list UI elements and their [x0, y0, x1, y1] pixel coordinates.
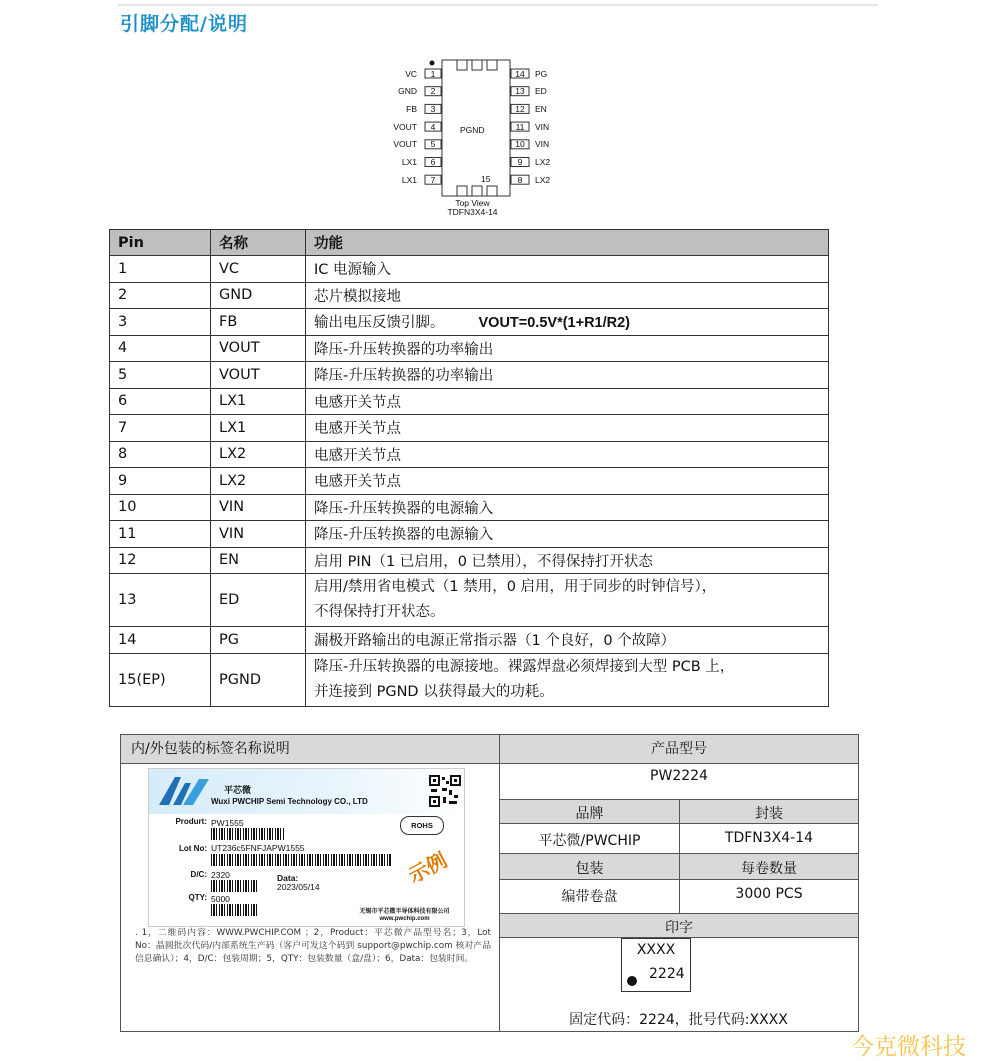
- table-row: [110, 627, 829, 654]
- pkg-title: 封装: [679, 799, 858, 823]
- table-header-row: [110, 230, 829, 256]
- marking-box: [621, 938, 691, 992]
- function-text: 启用 PIN（1 已启用，0 已禁用），不得保持打开状态: [314, 553, 653, 570]
- pin-label-right: LX2: [535, 174, 551, 185]
- cell-name: GND: [211, 282, 306, 309]
- pinout-package-label: TDFN3X4-14: [447, 207, 498, 217]
- table-row: [110, 547, 829, 574]
- qty-barcode: [211, 904, 259, 916]
- table-row: [110, 521, 829, 548]
- function-text: 输出电压反馈引脚。: [314, 315, 445, 332]
- formula-text: VOUT=0.5V*(1+R1/R2): [478, 315, 631, 332]
- dc-barcode: [211, 880, 259, 892]
- card-company: [347, 909, 462, 923]
- label-sample-card: [148, 768, 465, 927]
- pin-number-left: 7: [430, 174, 436, 185]
- pin-label-right: VIN: [535, 121, 550, 132]
- table-row: [110, 441, 829, 468]
- function-text: IC 电源输入: [314, 262, 392, 279]
- model-value: PW2224: [499, 763, 858, 799]
- cell-function: [306, 335, 829, 362]
- pinout-diagram: [385, 58, 560, 220]
- function-text: 启用/禁用省电模式（1 禁用，0 启用，用于同步的时钟信号），: [314, 579, 717, 595]
- cell-function: [306, 282, 829, 309]
- card-product-label: Produrt:: [175, 817, 207, 826]
- header-name: 名称: [211, 230, 306, 256]
- cell-name: VOUT: [211, 335, 306, 362]
- card-date-value: 2023/05/14: [277, 882, 320, 892]
- cell-function: [306, 494, 829, 521]
- pin-label-left: LX1: [401, 174, 417, 185]
- function-text: 电感开关节点: [314, 474, 401, 491]
- qty-value: 3000 PCS: [679, 879, 858, 913]
- cell-function: [306, 574, 829, 627]
- function-text: 降压-升压转换器的电源输入: [314, 500, 494, 517]
- table-row: [110, 468, 829, 495]
- marking-note: 固定代码：2224，批号代码:XXXX: [569, 1012, 788, 1028]
- brand-title: 品牌: [499, 799, 679, 823]
- cell-name: EN: [211, 547, 306, 574]
- card-product-value: PW1555: [211, 818, 244, 828]
- table-row: [110, 282, 829, 309]
- cell-name: VC: [211, 256, 306, 283]
- pin-label-left: FB: [406, 103, 417, 114]
- pin-number-left: 3: [430, 103, 436, 114]
- cell-pin: 4: [110, 335, 211, 362]
- function-text: 电感开关节点: [314, 421, 401, 438]
- cell-name: LX1: [211, 415, 306, 442]
- cell-pin: 9: [110, 468, 211, 495]
- card-company-web: www.pwchip.com: [379, 916, 430, 922]
- marking-line2: 2224: [649, 966, 685, 982]
- card-company-cn: 无锡市平芯微半导体科技有限公司: [359, 909, 450, 915]
- pin-number-right: 9: [517, 157, 523, 167]
- cell-function: [306, 627, 829, 654]
- cell-pin: 8: [110, 441, 211, 468]
- card-dc-value: 2320: [211, 870, 230, 880]
- cell-function: [306, 362, 829, 389]
- pin-label-left: GND: [398, 86, 417, 97]
- pin-label-right: ED: [535, 86, 547, 97]
- cell-pin: 13: [110, 574, 211, 627]
- table-row: [110, 388, 829, 415]
- marking-title: 印字: [499, 913, 858, 937]
- pin-number-right: 8: [517, 174, 523, 185]
- cell-name: VIN: [211, 521, 306, 548]
- pin-number-left: 6: [430, 157, 436, 167]
- pin-label-left: LX1: [401, 157, 417, 167]
- top-rule: [118, 4, 878, 6]
- pinout-pad-number: 15: [481, 174, 491, 184]
- pin-number-right: 10: [515, 139, 525, 150]
- cell-function: [306, 468, 829, 495]
- pin-number-left: 4: [430, 121, 436, 132]
- card-brand-cn: 平芯微: [224, 785, 252, 795]
- cell-function: [306, 521, 829, 548]
- pinout-view-label: Top View: [455, 198, 490, 208]
- product-barcode: [211, 828, 285, 840]
- cell-function: [306, 256, 829, 283]
- pinout-center-label: PGND: [460, 125, 485, 135]
- pin-label-left: VC: [405, 68, 417, 79]
- cell-pin: 7: [110, 415, 211, 442]
- pin-number-right: 13: [515, 86, 525, 97]
- function-text: 降压-升压转换器的功率输出: [314, 368, 494, 385]
- pin-label-left: VOUT: [393, 139, 417, 150]
- function-text: 降压-升压转换器的电源输入: [314, 527, 494, 544]
- cell-name: LX2: [211, 441, 306, 468]
- sample-stamp: 示例: [404, 847, 451, 888]
- model-title: 产品型号: [499, 735, 858, 763]
- card-brand-en: Wuxi PWCHIP Semi Technology CO., LTD: [211, 797, 368, 806]
- function-text: 降压-升压转换器的功率输出: [314, 341, 494, 358]
- function-text-line2: 不得保持打开状态。: [314, 604, 445, 620]
- pin-label-right: VIN: [535, 139, 550, 150]
- pin1-dot-icon: [627, 976, 637, 986]
- cell-pin: 1: [110, 256, 211, 283]
- cell-name: VOUT: [211, 362, 306, 389]
- function-text: 漏极开路输出的电源正常指示器（1 个良好，0 个故障）: [314, 633, 676, 650]
- qr-code-icon: [429, 775, 461, 807]
- header-pin: Pin: [110, 230, 211, 256]
- table-row: [110, 574, 829, 627]
- table-row: [110, 309, 829, 336]
- cell-name: LX1: [211, 388, 306, 415]
- function-text: 芯片模拟接地: [314, 288, 401, 305]
- function-text: 电感开关节点: [314, 447, 401, 464]
- packing-value: 编带卷盘: [499, 879, 679, 913]
- cell-function: [306, 441, 829, 468]
- cell-pin: 14: [110, 627, 211, 654]
- pin-number-left: 1: [430, 68, 436, 79]
- pin-number-right: 14: [515, 68, 525, 79]
- table-row: [110, 256, 829, 283]
- table-row: [110, 362, 829, 389]
- qty-title: 每卷数量: [679, 853, 858, 879]
- function-text-line2: 并连接到 PGND 以获得最大的功耗。: [314, 683, 554, 700]
- header-function: 功能: [306, 230, 829, 256]
- packing-title: 包装: [499, 853, 679, 879]
- cell-function: [306, 547, 829, 574]
- brand-value: 平芯微/PWCHIP: [499, 823, 679, 853]
- cell-name: LX2: [211, 468, 306, 495]
- table-row: [110, 415, 829, 442]
- cell-name: PGND: [211, 653, 306, 706]
- cell-function: [306, 653, 829, 706]
- cell-pin: 6: [110, 388, 211, 415]
- cell-name: VIN: [211, 494, 306, 521]
- cell-name: ED: [211, 574, 306, 627]
- card-qty-value: 5000: [211, 894, 230, 904]
- label-note: . 1，二维码内容：WWW.PWCHIP.COM ；2，Product：平芯微产品型号名；3，Lot No：晶圆批次代码/内部系统生产码（客户可发这个码到 support@pwchip.com 核对产品信息确认）；4，D/C：包装周期；5，QTY：包装数量（盒/盘）；6，Data：包装时间。: [135, 928, 491, 964]
- label-title: 内/外包装的标签名称说明: [121, 735, 499, 763]
- card-date-label: Data:: [277, 873, 299, 883]
- watermark: 今克微科技: [851, 1034, 966, 1060]
- pin-number-right: 11: [515, 121, 525, 132]
- cell-pin: 11: [110, 521, 211, 548]
- cell-name: PG: [211, 627, 306, 654]
- table-row: [110, 335, 829, 362]
- package-info-table: [120, 734, 859, 1032]
- pkg-value: TDFN3X4-14: [679, 823, 858, 853]
- card-dc-label: D/C:: [190, 870, 207, 879]
- cell-pin: 10: [110, 494, 211, 521]
- pin-description-table: [109, 229, 829, 707]
- pin-label-right: PG: [535, 68, 548, 79]
- pin-number-right: 12: [515, 103, 525, 114]
- cell-pin: 3: [110, 309, 211, 336]
- cell-pin: 5: [110, 362, 211, 389]
- pin-number-left: 2: [430, 86, 436, 97]
- rohs-badge: ROHS: [400, 816, 444, 835]
- cell-function: [306, 309, 829, 336]
- page-heading: 引脚分配/说明: [120, 13, 248, 35]
- function-text: 降压-升压转换器的电源接地。裸露焊盘必须焊接到大型 PCB 上，: [314, 658, 735, 675]
- cell-function: [306, 388, 829, 415]
- cell-pin: 2: [110, 282, 211, 309]
- pin-number-left: 5: [430, 139, 436, 150]
- cell-pin: 15(EP): [110, 653, 211, 706]
- marking-line1: XXXX: [636, 942, 676, 958]
- cell-pin: 12: [110, 547, 211, 574]
- table-row: [110, 653, 829, 706]
- pin-label-left: VOUT: [393, 121, 417, 132]
- lot-barcode: [211, 854, 391, 866]
- cell-name: FB: [211, 309, 306, 336]
- card-lot-label: Lot No:: [179, 844, 207, 853]
- function-text: 电感开关节点: [314, 394, 401, 411]
- pwchip-logo-icon: [159, 773, 211, 807]
- pin-label-right: EN: [535, 103, 547, 114]
- card-lot-value: UT236c5FNFJAPW1555: [211, 843, 305, 853]
- cell-function: [306, 415, 829, 442]
- card-qty-label: QTY:: [188, 893, 207, 902]
- table-row: [110, 494, 829, 521]
- pin-label-right: LX2: [535, 157, 551, 167]
